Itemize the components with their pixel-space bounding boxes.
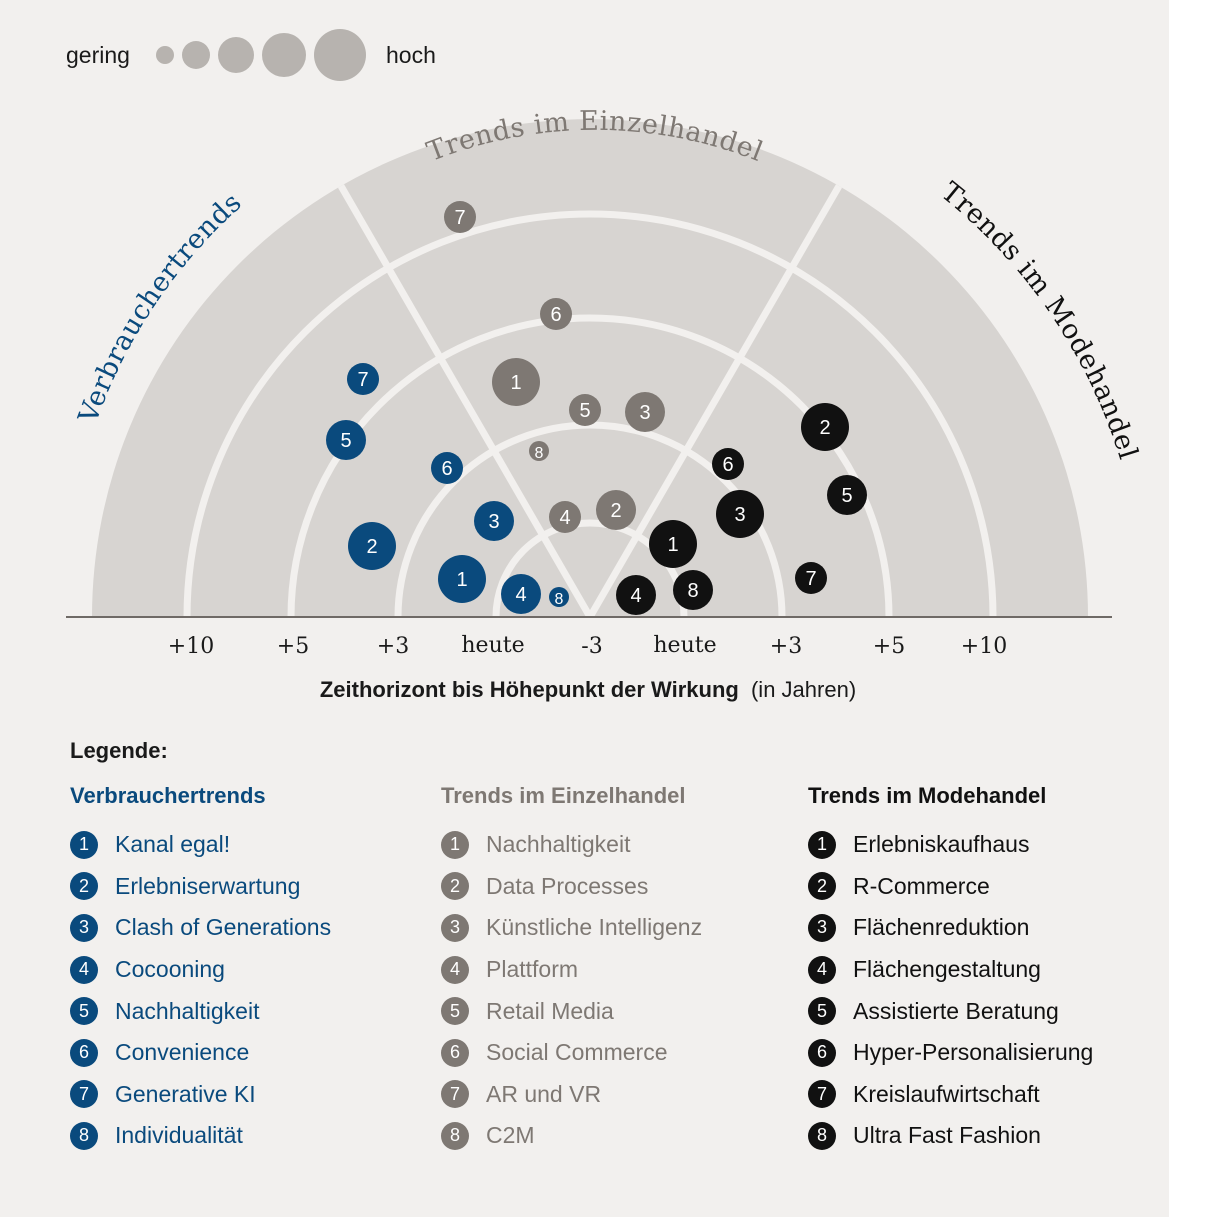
legend-label: Erlebniskaufhaus: [853, 831, 1030, 858]
trend-bubble: [431, 452, 463, 484]
legend-item: [808, 824, 1093, 866]
trend-bubble-label: 5: [579, 400, 591, 422]
legend-number: 4: [70, 956, 98, 984]
legend-label: Retail Media: [486, 997, 614, 1024]
legend-number: 4: [808, 956, 836, 984]
legend-number: 7: [70, 1080, 98, 1108]
trend-bubble-label: 7: [357, 369, 369, 391]
axis-tick: heute: [653, 633, 717, 658]
legend-number: 8: [441, 1122, 469, 1150]
axis-tick: -3: [581, 634, 603, 659]
legend-column-title: Trends im Modehandel: [808, 783, 1047, 808]
section-title-einzelhandel: Trends im Einzelhandel: [422, 105, 768, 168]
legend-item: [441, 949, 702, 991]
legend-label: Individualität: [115, 1122, 243, 1149]
trend-bubble-label: 8: [554, 591, 564, 608]
size-scale-circle: [182, 41, 210, 69]
legend-number: 1: [808, 831, 836, 859]
legend-item: [70, 1032, 331, 1074]
legend-label: Künstliche Intelligenz: [486, 914, 703, 941]
legend-item: [70, 949, 331, 991]
axis-title: Zeithorizont bis Höhepunkt der Wirkung (in Jahren): [319, 677, 857, 702]
legend-label: Hyper-Personalisierung: [853, 1039, 1094, 1066]
trend-bubble: [492, 358, 540, 406]
legend-number: 1: [441, 831, 469, 859]
legend-number: 5: [70, 997, 98, 1025]
legend-label: AR und VR: [486, 1080, 602, 1107]
trend-bubble-label: 4: [559, 507, 571, 529]
legend-item: [441, 1032, 702, 1074]
trend-bubble-label: 3: [488, 511, 500, 533]
legend-number: 3: [808, 914, 836, 942]
trend-bubble-label: 8: [534, 445, 544, 462]
axis-ticks: [168, 633, 1007, 659]
trend-bubble-label: 2: [366, 536, 378, 558]
trend-bubble-label: 4: [630, 585, 642, 607]
trend-bubble-label: 1: [456, 569, 468, 591]
trend-bubble-label: 1: [667, 534, 679, 556]
size-scale-circle: [156, 46, 174, 64]
legend-label: Assistierte Beratung: [853, 997, 1059, 1024]
axis-tick: +10: [167, 634, 215, 659]
legend-number: 6: [441, 1039, 469, 1067]
trend-bubble-label: 5: [340, 430, 352, 452]
size-scale-circle: [262, 33, 306, 77]
trend-bubble: [347, 363, 379, 395]
legend-label: Kanal egal!: [115, 831, 231, 858]
trend-bubble: [540, 298, 572, 330]
legend-item: [808, 949, 1093, 991]
legend-column-title: Verbrauchertrends: [70, 783, 266, 808]
legend-number: 2: [808, 872, 836, 900]
legend-number: 5: [808, 997, 836, 1025]
legend-label: Kreislaufwirtschaft: [853, 1080, 1040, 1107]
legend-number: 6: [70, 1039, 98, 1067]
trend-bubble: [827, 475, 867, 515]
trend-bubble-label: 6: [550, 304, 562, 326]
trend-bubble-label: 1: [510, 372, 522, 394]
legend-label: Ultra Fast Fashion: [853, 1122, 1041, 1149]
trend-bubble: [795, 562, 827, 594]
axis-tick: +5: [872, 634, 906, 659]
trend-bubble: [649, 520, 697, 568]
legend-item: [808, 866, 1093, 908]
trend-bubble: [712, 448, 744, 480]
legend-label: Erlebniserwartung: [115, 872, 301, 899]
legend-item: [441, 1074, 702, 1116]
trend-bubble: [625, 392, 665, 432]
legend-label: Clash of Generations: [115, 914, 332, 941]
legend-label: Convenience: [115, 1039, 250, 1066]
trend-bubble-label: 3: [734, 504, 746, 526]
legend-item: [441, 866, 702, 908]
trend-bubble-label: 6: [722, 454, 734, 476]
legend-item: [441, 1115, 702, 1157]
legend-item: [441, 990, 702, 1032]
size-scale-circle: [314, 29, 366, 81]
trend-bubble-label: 2: [610, 500, 622, 522]
legend-number: 3: [441, 914, 469, 942]
trend-bubble: [474, 501, 514, 541]
legend-number: 7: [441, 1080, 469, 1108]
section-title-modehandel: Trends im Modehandel: [935, 176, 1144, 464]
trend-bubble: [326, 420, 366, 460]
legend-number: 2: [441, 872, 469, 900]
legend-item: [808, 1032, 1093, 1074]
legend-label: Data Processes: [486, 872, 649, 899]
legend-label: Cocooning: [115, 956, 225, 983]
legend-column-title: Trends im Einzelhandel: [441, 783, 686, 808]
legend-item: [808, 1074, 1093, 1116]
legend-label: Plattform: [486, 956, 579, 983]
trend-bubble: [801, 403, 849, 451]
legend-number: 4: [441, 956, 469, 984]
trend-bubble: [596, 490, 636, 530]
legend-number: 1: [70, 831, 98, 859]
legend-number: 6: [808, 1039, 836, 1067]
legend-column-einzelhandel: [441, 782, 702, 1157]
legend-item: [441, 907, 702, 949]
legend-item: [70, 866, 331, 908]
size-high-label: hoch: [386, 42, 436, 68]
legend-number: 8: [70, 1122, 98, 1150]
legend-label: Nachhaltigkeit: [486, 831, 631, 858]
trend-bubble-label: 3: [639, 402, 651, 424]
legend-item: [808, 990, 1093, 1032]
legend-number: 2: [70, 872, 98, 900]
trend-bubble-label: 2: [819, 417, 831, 439]
legend-label: Flächengestaltung: [853, 956, 1041, 983]
trend-bubble: [616, 575, 656, 615]
section-title-verbraucher: Verbrauchertrends: [72, 186, 248, 428]
axis-tick: heute: [461, 633, 525, 658]
legend-number: 5: [441, 997, 469, 1025]
trend-bubble: [716, 490, 764, 538]
size-low-label: gering: [66, 42, 130, 68]
size-scale: [156, 29, 366, 81]
trend-bubble: [438, 555, 486, 603]
legend-column-verbraucher: [70, 782, 331, 1157]
legend-number: 3: [70, 914, 98, 942]
axis-tick: +3: [769, 634, 803, 659]
trend-bubble-label: 6: [441, 458, 453, 480]
legend-item: [70, 824, 331, 866]
trend-bubble: [673, 570, 713, 610]
trend-bubble: [444, 201, 476, 233]
legend-label: C2M: [486, 1122, 535, 1149]
legend-label: Flächenreduktion: [853, 914, 1030, 941]
legend-item: [70, 1115, 331, 1157]
axis-tick: +5: [276, 634, 310, 659]
trend-bubble-label: 7: [805, 568, 817, 590]
axis-tick: +3: [376, 634, 410, 659]
legend-item: [70, 907, 331, 949]
trend-bubble: [549, 501, 581, 533]
trend-bubble: [569, 394, 601, 426]
trend-bubble-label: 5: [841, 485, 853, 507]
legend-item: [70, 990, 331, 1032]
legend-label: Nachhaltigkeit: [115, 997, 260, 1024]
legend-item: [808, 907, 1093, 949]
trend-bubble: [501, 574, 541, 614]
legend-label: R-Commerce: [853, 872, 990, 899]
size-scale-circle: [218, 37, 254, 73]
legend-number: 8: [808, 1122, 836, 1150]
trend-bubble-label: 4: [515, 584, 527, 606]
legend-title: Legende:: [70, 738, 168, 763]
legend-item: [70, 1074, 331, 1116]
legend-column-modehandel: [808, 782, 1093, 1157]
legend-number: 7: [808, 1080, 836, 1108]
legend-label: Social Commerce: [486, 1039, 668, 1066]
legend-item: [808, 1115, 1093, 1157]
axis-tick: +10: [960, 634, 1008, 659]
trend-bubble-label: 7: [454, 207, 466, 229]
legend-item: [441, 824, 702, 866]
legend-label: Generative KI: [115, 1080, 256, 1107]
trend-bubble: [348, 522, 396, 570]
trend-bubble-label: 8: [687, 580, 699, 602]
